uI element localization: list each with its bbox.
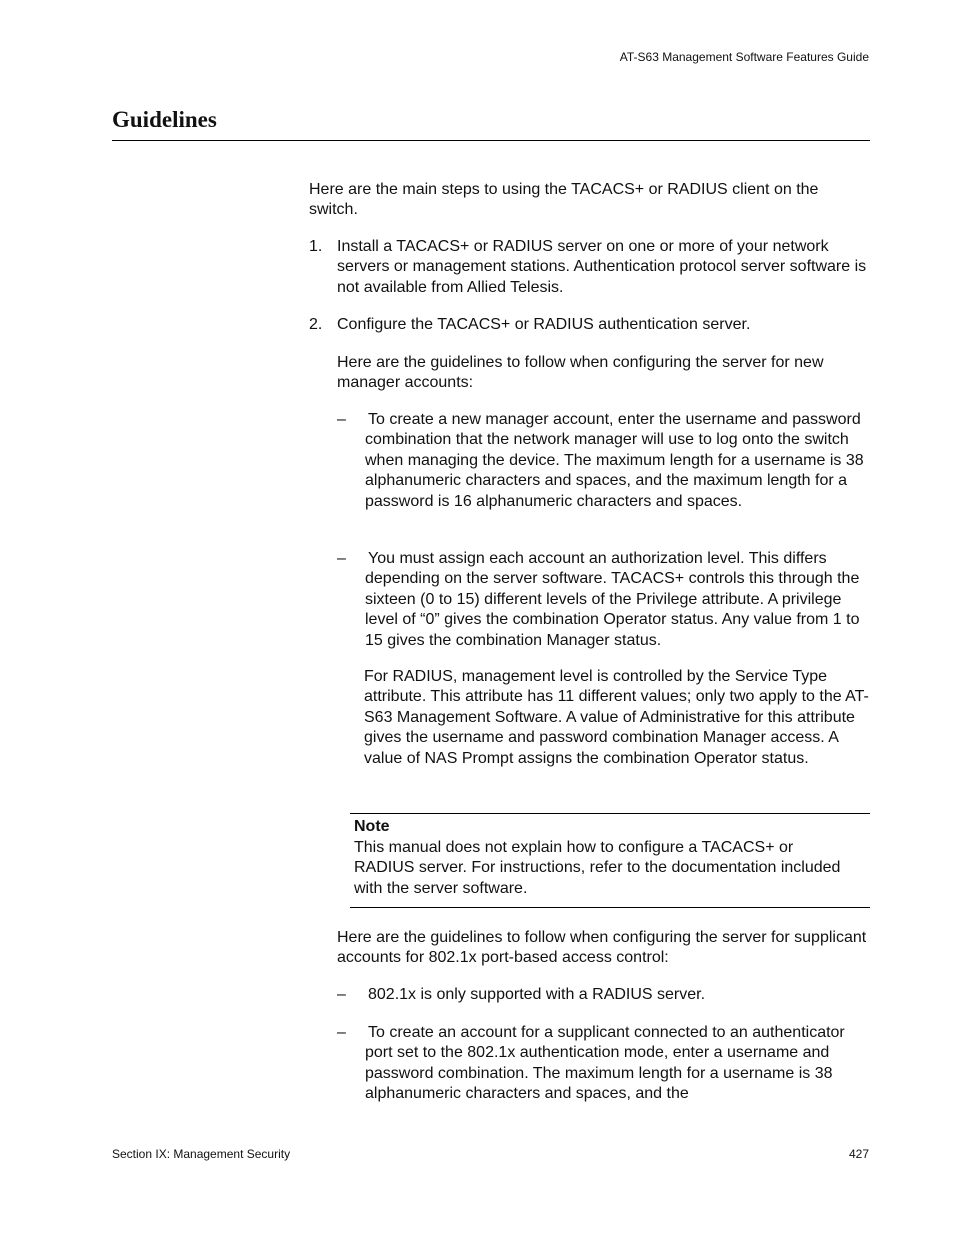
manager-guidelines-intro: Here are the guidelines to follow when configuring the server for new manager accounts: xyxy=(337,354,824,392)
running-header: AT-S63 Management Software Features Guide xyxy=(619,50,869,64)
note-heading: Note xyxy=(354,818,390,835)
note-text: This manual does not explain how to configure a TACACS+ or RADIUS server. For instructions, refer to the documentation included with the server software. xyxy=(354,839,841,897)
step-number: 1. xyxy=(309,238,323,255)
dash-marker: – xyxy=(337,411,346,428)
title-divider xyxy=(112,140,870,141)
bullet-text: To create an account for a supplicant connected to an authenticator port set to the 802.1x authentication mode, enter a username and password combination. The maximum length for a username is 38 alphanumeric characters and spaces, and the xyxy=(365,1024,845,1103)
bullet-text: To create a new manager account, enter the username and password combination that the network manager will use to log onto the switch when managing the device. The maximum length for a username is 38 alphanumeric characters and spaces, and the maximum length for a password is 16 alphanumeric characters and spaces. xyxy=(365,411,864,510)
bullet-text: You must assign each account an authorization level. This differs depending on the server software. TACACS+ controls this through the sixteen (0 to 15) different levels of the Privilege attribute. A privilege level of “0” gives the combination Operator status. Any value from 1 to 15 gives the combination Manager status. xyxy=(365,550,860,649)
footer-page-number: 427 xyxy=(848,1147,869,1161)
bullet-text: 802.1x is only supported with a RADIUS server. xyxy=(368,986,706,1003)
dash-marker: – xyxy=(337,1024,346,1041)
step-number: 2. xyxy=(309,316,323,333)
note-top-divider xyxy=(350,813,870,814)
radius-paragraph: For RADIUS, management level is controlled by the Service Type attribute. This attribute has 11 different values; only two apply to the AT-S63 Management Software. A value of Administrative for this attribute gives the username and password combination Manager access. A value of NAS Prompt assigns the combination Operator status. xyxy=(364,668,869,767)
note-bottom-divider xyxy=(350,907,870,908)
supplicant-guidelines-intro: Here are the guidelines to follow when configuring the server for supplicant accounts for 802.1x port-based access control: xyxy=(337,929,867,967)
footer-section-label: Section IX: Management Security xyxy=(112,1147,291,1161)
intro-paragraph: Here are the main steps to using the TACACS+ or RADIUS client on the switch. xyxy=(309,181,819,219)
step-text: Configure the TACACS+ or RADIUS authentication server. xyxy=(337,316,751,333)
dash-marker: – xyxy=(337,986,346,1003)
step-text: Install a TACACS+ or RADIUS server on one or more of your network servers or management stations. Authentication protocol server software is not available from Allied Telesis. xyxy=(337,238,867,296)
page-title: Guidelines xyxy=(112,107,217,132)
dash-marker: – xyxy=(337,550,346,567)
